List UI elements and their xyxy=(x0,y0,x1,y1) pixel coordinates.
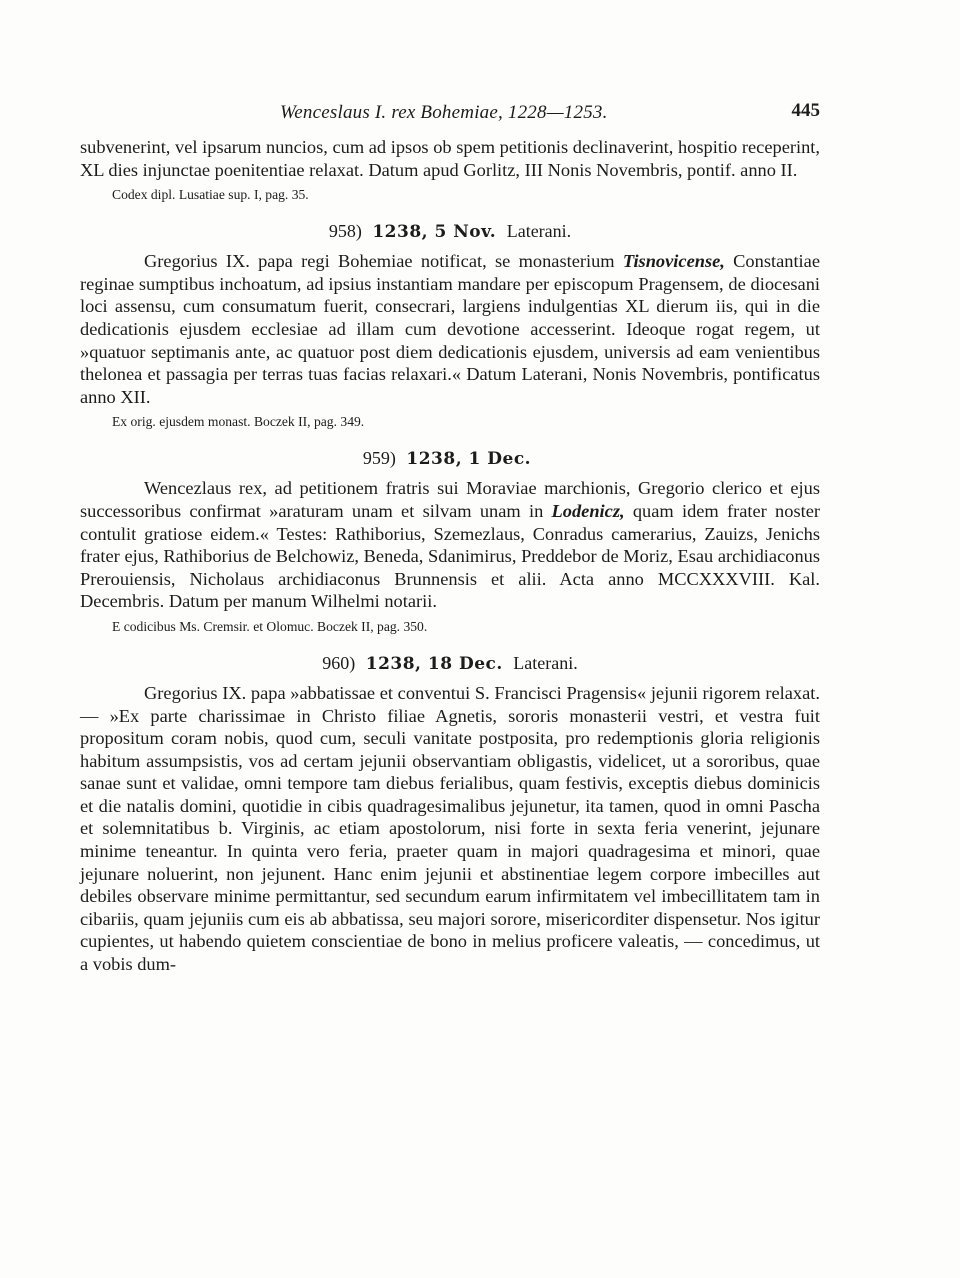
doc-958-source: Ex orig. ejusdem monast. Boczek II, pag. 349. xyxy=(112,414,365,430)
doc-960-date: 1238, 18 Dec. xyxy=(365,653,503,674)
document-page xyxy=(80,96,820,976)
page-number: 445 xyxy=(791,100,820,121)
doc-958-place: Laterani. xyxy=(506,221,572,242)
doc-959-source: E codicibus Ms. Cremsir. et Olomuc. Boczek II, pag. 350. xyxy=(112,618,428,634)
doc-958-text-a: Gregorius IX. papa regi Bohemiae notificat, se monasterium xyxy=(144,251,623,272)
running-title: Wenceslaus I. rex Bohemiae, 1228—1253. xyxy=(280,102,608,123)
doc-960-number: 960) xyxy=(322,652,356,673)
doc-959-text-b: quam idem frater noster contulit gratiose eidem.« Testes: Rathiborius, Szemezlaus, Conradus camerarius, Zauizs, Jenichs frater ejus, Rathiborius de Belchowiz, Beneda, Sdanimirus, Preddebor de Moriz, Esau archidiaconus Prerouiensis, Nicholaus archidiaconus Brunnensis et alii. Acta anno MCCXXXVIII. Kal. Decembris. Datum per manum Wilhelmi notarii. xyxy=(80,500,820,612)
doc-960-heading xyxy=(80,653,820,674)
doc-959-text-a: Wencezlaus rex, ad petitionem fratris sui Moraviae marchionis, Gregorio clerico et ejus successoribus confirmat »araturam unam et silvam unam in xyxy=(80,478,820,521)
doc-959-place-name: Lodenicz, xyxy=(551,500,625,521)
doc-960-text: Gregorius IX. papa »abbatissae et conventui S. Francisci Pragensis« jejunii rigorem relaxat. — »Ex parte charissimae in Christo filiae Agnetis, sororis monasterii vestri, et vestra fuit propositum coram nobis, quod cum, seculi vanitate postposita, pro redemptionis gloria religionis habitum assumpsistis, vos ad certam jejunii observantiam obligastis, videlicet, ut a sororibus, quae sanae sunt et validae, omni tempore tam diebus ferialibus, quam festivis, exceptis diebus dominicis et die natalis domini, quotidie in cibis quadragesimalibus jejunetur, ita tamen, quod in omni Pascha et solemnitatibus b. Virginis, ac etiam apostolorum, nisi forte in sexta feria venerint, jejunare minime teneantur. In quinta vero feria, praeter quam in majori quadragesima et minori, quae jejunare noluerint, non jejunent. Hanc enim jejunii et abstinentiae legem corpore imbecilles aut debiles observare minime permittantur, sed secundum earum infirmitatem vel imbecillitatem tam in cibariis, quam jejuniis cum eis ab abbatissa, seu majori sorore, misericorditer dispensetur. Nos igitur cupientes, ut habendo quietem conscientiae de bono in melius proficere valeatis, — concedimus, ut a vobis dum- xyxy=(80,682,820,975)
doc-958-text xyxy=(80,250,820,408)
doc-959-heading xyxy=(80,448,820,469)
doc-960-place: Laterani. xyxy=(513,652,578,673)
doc-958-heading xyxy=(80,221,820,242)
continuation-source: Codex dipl. Lusatiae sup. I, pag. 35. xyxy=(112,187,309,203)
doc-958-place-name: Tisnovicense, xyxy=(622,251,725,272)
doc-958-text-b: Constantiae reginae sumptibus inchoatum, ad ipsius instantiam mandare per episcopum Pragensem, de diocesani loci assensu, cum consumatum fuerit, consecrari, largiens indulgentias XL dierum iis, qui in die dedicationis ejusdem ecclesiae ad illam cum devotione accesserint. Ideoque rogat regem, ut »quatuor septimanis ante, ac quatuor post diem dedicationis ejusdem, universis ad eam venientibus thelonea et passagia per terras tuas facias relaxari.« Datum Laterani, Nonis Novembris, pontificatus anno XII. xyxy=(80,251,820,407)
doc-959-number: 959) xyxy=(362,448,396,469)
doc-958-date: 1238, 5 Nov. xyxy=(372,222,497,243)
running-head xyxy=(80,96,820,136)
doc-959-date: 1238, 1 Dec. xyxy=(406,449,532,470)
continuation-text: subvenerint, vel ipsarum nuncios, cum ad ipsos ob spem petitionis declinaverint, hospitio receperint, XL dies injunctae poenitentiae relaxat. Datum apud Gorlitz, III Nonis Novembris, pontif. anno II. xyxy=(80,137,820,180)
doc-959-text xyxy=(80,477,820,613)
doc-958-number: 958) xyxy=(328,221,362,242)
